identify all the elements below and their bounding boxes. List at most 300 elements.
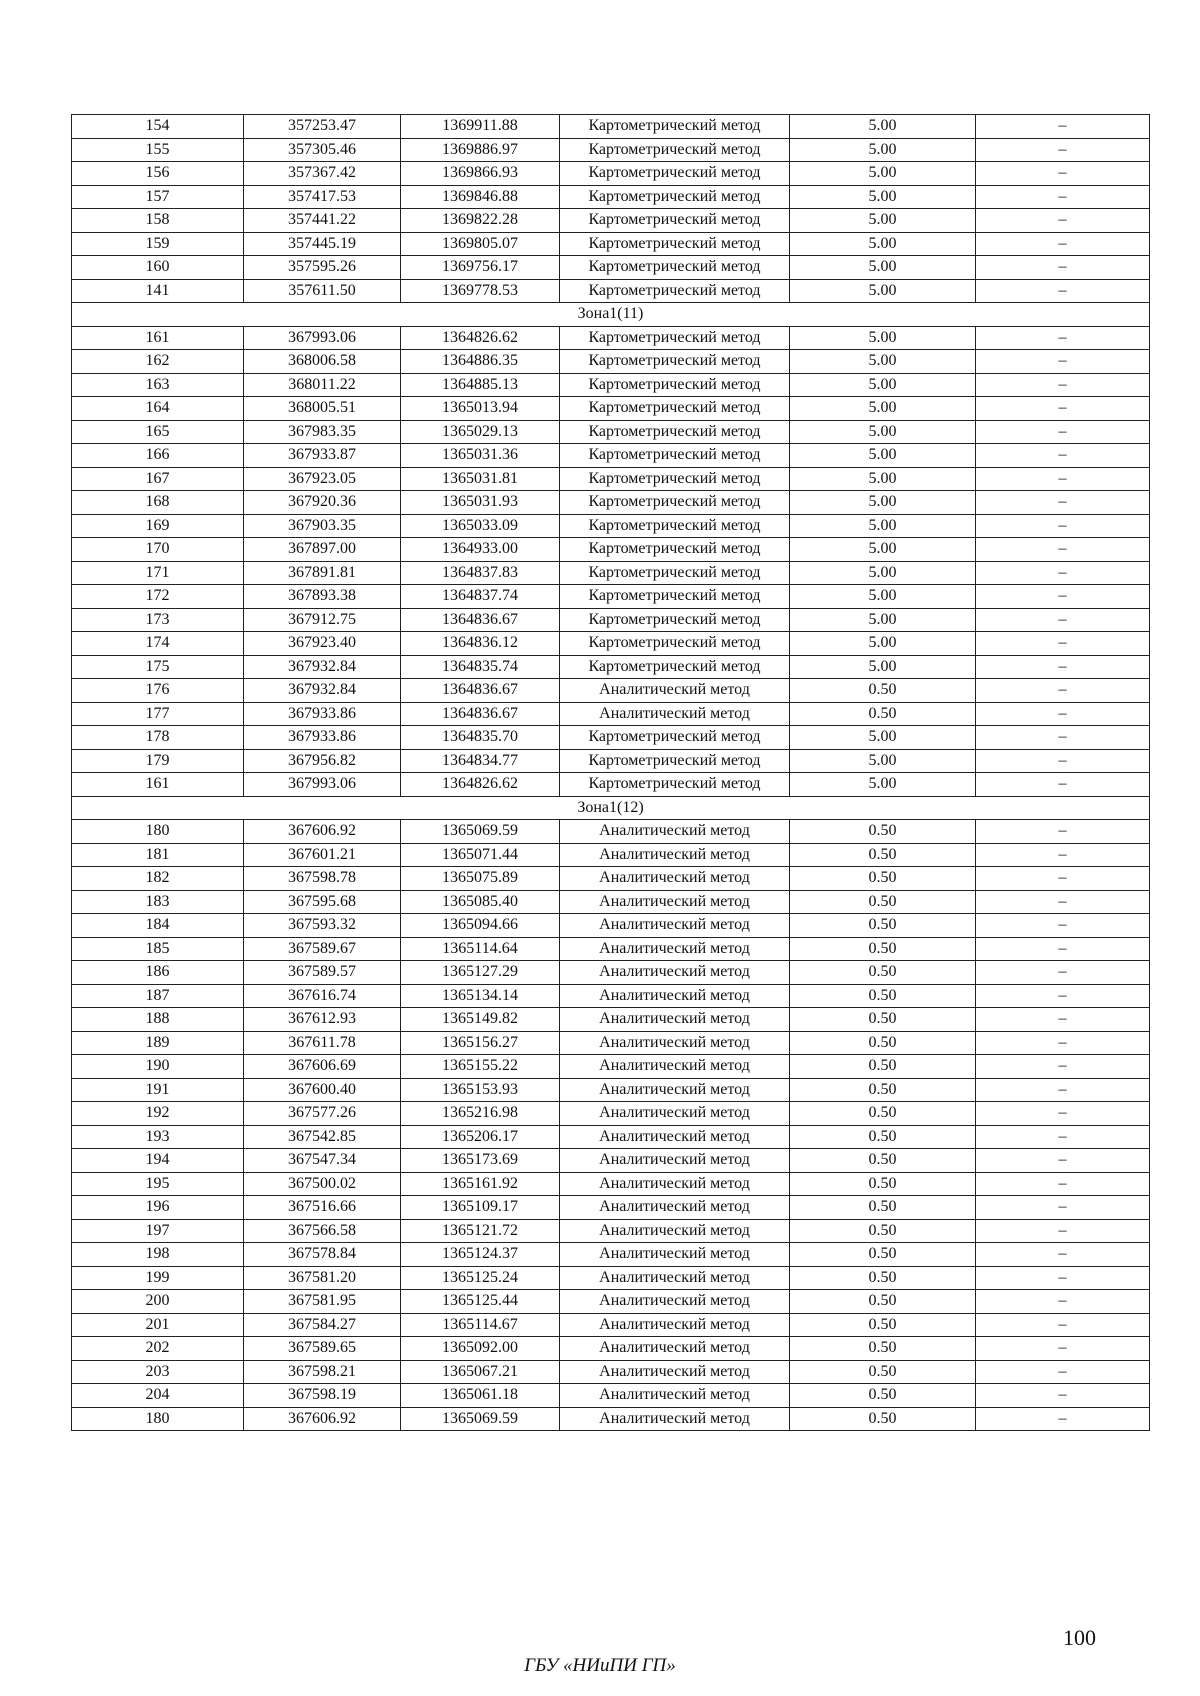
method-cell: Аналитический метод	[560, 1290, 790, 1314]
accuracy-cell: 5.00	[790, 655, 976, 679]
method-cell: Картометрический метод	[560, 350, 790, 374]
table-row	[72, 279, 1150, 303]
method-cell: Аналитический метод	[560, 937, 790, 961]
note-cell: –	[976, 890, 1150, 914]
coord-y-cell: 1364836.67	[401, 608, 560, 632]
accuracy-cell: 5.00	[790, 373, 976, 397]
accuracy-cell: 0.50	[790, 1360, 976, 1384]
note-cell: –	[976, 1172, 1150, 1196]
note-cell: –	[976, 1313, 1150, 1337]
table-row	[72, 514, 1150, 538]
point-number-cell: 174	[72, 632, 244, 656]
accuracy-cell: 0.50	[790, 1219, 976, 1243]
method-cell: Картометрический метод	[560, 256, 790, 280]
table-row	[72, 561, 1150, 585]
coord-y-cell: 1365134.14	[401, 984, 560, 1008]
coord-x-cell: 367920.36	[244, 491, 401, 515]
method-cell: Картометрический метод	[560, 632, 790, 656]
table-row	[72, 1243, 1150, 1267]
note-cell: –	[976, 514, 1150, 538]
accuracy-cell: 0.50	[790, 820, 976, 844]
coord-x-cell: 367616.74	[244, 984, 401, 1008]
accuracy-cell: 0.50	[790, 1313, 976, 1337]
coord-y-cell: 1364826.62	[401, 773, 560, 797]
point-number-cell: 168	[72, 491, 244, 515]
coord-x-cell: 367566.58	[244, 1219, 401, 1243]
coord-x-cell: 368005.51	[244, 397, 401, 421]
note-cell: –	[976, 467, 1150, 491]
coord-x-cell: 367542.85	[244, 1125, 401, 1149]
accuracy-cell: 0.50	[790, 1102, 976, 1126]
coord-x-cell: 367923.05	[244, 467, 401, 491]
coord-x-cell: 367584.27	[244, 1313, 401, 1337]
coord-x-cell: 357445.19	[244, 232, 401, 256]
point-number-cell: 167	[72, 467, 244, 491]
table-row	[72, 232, 1150, 256]
note-cell: –	[976, 867, 1150, 891]
point-number-cell: 178	[72, 726, 244, 750]
method-cell: Аналитический метод	[560, 1172, 790, 1196]
table-row	[72, 1313, 1150, 1337]
point-number-cell: 196	[72, 1196, 244, 1220]
note-cell: –	[976, 843, 1150, 867]
table-row	[72, 820, 1150, 844]
table-row	[72, 256, 1150, 280]
method-cell: Аналитический метод	[560, 961, 790, 985]
table-row	[72, 1125, 1150, 1149]
point-number-cell: 175	[72, 655, 244, 679]
accuracy-cell: 0.50	[790, 843, 976, 867]
method-cell: Аналитический метод	[560, 843, 790, 867]
coord-x-cell: 357367.42	[244, 162, 401, 186]
coordinates-table	[71, 114, 1150, 1431]
point-number-cell: 195	[72, 1172, 244, 1196]
table-row	[72, 1219, 1150, 1243]
point-number-cell: 204	[72, 1384, 244, 1408]
accuracy-cell: 0.50	[790, 961, 976, 985]
coord-x-cell: 367593.32	[244, 914, 401, 938]
table-row	[72, 350, 1150, 374]
point-number-cell: 197	[72, 1219, 244, 1243]
table-row	[72, 914, 1150, 938]
coord-y-cell: 1365173.69	[401, 1149, 560, 1173]
method-cell: Картометрический метод	[560, 397, 790, 421]
coord-x-cell: 367578.84	[244, 1243, 401, 1267]
coord-x-cell: 357305.46	[244, 138, 401, 162]
coord-x-cell: 367912.75	[244, 608, 401, 632]
table-row	[72, 373, 1150, 397]
accuracy-cell: 5.00	[790, 514, 976, 538]
method-cell: Картометрический метод	[560, 185, 790, 209]
coord-y-cell: 1365125.24	[401, 1266, 560, 1290]
point-number-cell: 157	[72, 185, 244, 209]
table-row	[72, 209, 1150, 233]
point-number-cell: 177	[72, 702, 244, 726]
coord-y-cell: 1365216.98	[401, 1102, 560, 1126]
note-cell: –	[976, 1407, 1150, 1431]
accuracy-cell: 0.50	[790, 1407, 976, 1431]
method-cell: Картометрический метод	[560, 514, 790, 538]
method-cell: Картометрический метод	[560, 232, 790, 256]
point-number-cell: 169	[72, 514, 244, 538]
table-row	[72, 420, 1150, 444]
point-number-cell: 186	[72, 961, 244, 985]
table-row	[72, 1149, 1150, 1173]
note-cell: –	[976, 185, 1150, 209]
accuracy-cell: 5.00	[790, 749, 976, 773]
coord-y-cell: 1369778.53	[401, 279, 560, 303]
accuracy-cell: 0.50	[790, 984, 976, 1008]
table-row	[72, 1360, 1150, 1384]
accuracy-cell: 0.50	[790, 1125, 976, 1149]
table-row	[72, 937, 1150, 961]
page-number: 100	[1063, 1625, 1096, 1650]
point-number-cell: 173	[72, 608, 244, 632]
coord-x-cell: 357417.53	[244, 185, 401, 209]
note-cell: –	[976, 1031, 1150, 1055]
note-cell: –	[976, 1196, 1150, 1220]
coord-x-cell: 367612.93	[244, 1008, 401, 1032]
point-number-cell: 203	[72, 1360, 244, 1384]
table-row	[72, 1407, 1150, 1431]
method-cell: Картометрический метод	[560, 373, 790, 397]
table-row	[72, 726, 1150, 750]
method-cell: Картометрический метод	[560, 162, 790, 186]
coord-x-cell: 367598.19	[244, 1384, 401, 1408]
note-cell: –	[976, 937, 1150, 961]
note-cell: –	[976, 585, 1150, 609]
coord-y-cell: 1365075.89	[401, 867, 560, 891]
coord-y-cell: 1365124.37	[401, 1243, 560, 1267]
coord-y-cell: 1365085.40	[401, 890, 560, 914]
method-cell: Аналитический метод	[560, 914, 790, 938]
coord-y-cell: 1365069.59	[401, 820, 560, 844]
coord-y-cell: 1369756.17	[401, 256, 560, 280]
method-cell: Аналитический метод	[560, 1266, 790, 1290]
coord-x-cell: 367601.21	[244, 843, 401, 867]
coord-y-cell: 1364835.74	[401, 655, 560, 679]
point-number-cell: 189	[72, 1031, 244, 1055]
coord-x-cell: 367598.21	[244, 1360, 401, 1384]
point-number-cell: 161	[72, 326, 244, 350]
note-cell: –	[976, 655, 1150, 679]
coord-x-cell: 367923.40	[244, 632, 401, 656]
table-row	[72, 326, 1150, 350]
method-cell: Аналитический метод	[560, 1031, 790, 1055]
coord-y-cell: 1364886.35	[401, 350, 560, 374]
table-row	[72, 162, 1150, 186]
accuracy-cell: 0.50	[790, 1078, 976, 1102]
note-cell: –	[976, 491, 1150, 515]
note-cell: –	[976, 1243, 1150, 1267]
point-number-cell: 198	[72, 1243, 244, 1267]
point-number-cell: 166	[72, 444, 244, 468]
point-number-cell: 192	[72, 1102, 244, 1126]
accuracy-cell: 0.50	[790, 1008, 976, 1032]
accuracy-cell: 0.50	[790, 1337, 976, 1361]
method-cell: Картометрический метод	[560, 444, 790, 468]
point-number-cell: 180	[72, 820, 244, 844]
note-cell: –	[976, 1266, 1150, 1290]
point-number-cell: 141	[72, 279, 244, 303]
note-cell: –	[976, 1078, 1150, 1102]
coord-x-cell: 367600.40	[244, 1078, 401, 1102]
coord-x-cell: 367611.78	[244, 1031, 401, 1055]
zone-label: Зона1(11)	[72, 303, 1150, 327]
method-cell: Картометрический метод	[560, 749, 790, 773]
coord-x-cell: 367993.06	[244, 326, 401, 350]
method-cell: Аналитический метод	[560, 1102, 790, 1126]
note-cell: –	[976, 538, 1150, 562]
point-number-cell: 185	[72, 937, 244, 961]
note-cell: –	[976, 162, 1150, 186]
method-cell: Аналитический метод	[560, 1008, 790, 1032]
table-row	[72, 679, 1150, 703]
point-number-cell: 154	[72, 115, 244, 139]
note-cell: –	[976, 773, 1150, 797]
method-cell: Картометрический метод	[560, 115, 790, 139]
table-row	[72, 1290, 1150, 1314]
point-number-cell: 180	[72, 1407, 244, 1431]
coord-x-cell: 368006.58	[244, 350, 401, 374]
table-row	[72, 702, 1150, 726]
method-cell: Картометрический метод	[560, 608, 790, 632]
point-number-cell: 200	[72, 1290, 244, 1314]
table-row	[72, 491, 1150, 515]
note-cell: –	[976, 1290, 1150, 1314]
coord-y-cell: 1369886.97	[401, 138, 560, 162]
table-row	[72, 138, 1150, 162]
accuracy-cell: 5.00	[790, 444, 976, 468]
note-cell: –	[976, 1149, 1150, 1173]
coord-x-cell: 367933.86	[244, 702, 401, 726]
accuracy-cell: 5.00	[790, 138, 976, 162]
coord-y-cell: 1365031.36	[401, 444, 560, 468]
method-cell: Аналитический метод	[560, 867, 790, 891]
coord-x-cell: 367933.86	[244, 726, 401, 750]
coord-y-cell: 1365153.93	[401, 1078, 560, 1102]
coord-y-cell: 1364837.74	[401, 585, 560, 609]
coord-y-cell: 1365033.09	[401, 514, 560, 538]
accuracy-cell: 0.50	[790, 1266, 976, 1290]
accuracy-cell: 5.00	[790, 585, 976, 609]
coord-y-cell: 1365067.21	[401, 1360, 560, 1384]
note-cell: –	[976, 138, 1150, 162]
accuracy-cell: 5.00	[790, 538, 976, 562]
coord-x-cell: 367903.35	[244, 514, 401, 538]
note-cell: –	[976, 1102, 1150, 1126]
coord-y-cell: 1369846.88	[401, 185, 560, 209]
method-cell: Аналитический метод	[560, 1149, 790, 1173]
method-cell: Картометрический метод	[560, 138, 790, 162]
note-cell: –	[976, 1008, 1150, 1032]
note-cell: –	[976, 232, 1150, 256]
coord-x-cell: 367893.38	[244, 585, 401, 609]
point-number-cell: 156	[72, 162, 244, 186]
point-number-cell: 187	[72, 984, 244, 1008]
accuracy-cell: 0.50	[790, 1290, 976, 1314]
method-cell: Аналитический метод	[560, 1055, 790, 1079]
accuracy-cell: 0.50	[790, 702, 976, 726]
note-cell: –	[976, 115, 1150, 139]
accuracy-cell: 0.50	[790, 679, 976, 703]
accuracy-cell: 5.00	[790, 209, 976, 233]
method-cell: Картометрический метод	[560, 561, 790, 585]
point-number-cell: 184	[72, 914, 244, 938]
point-number-cell: 160	[72, 256, 244, 280]
coord-x-cell: 367589.57	[244, 961, 401, 985]
table-row	[72, 1266, 1150, 1290]
method-cell: Картометрический метод	[560, 726, 790, 750]
coord-x-cell: 367547.34	[244, 1149, 401, 1173]
note-cell: –	[976, 444, 1150, 468]
point-number-cell: 194	[72, 1149, 244, 1173]
note-cell: –	[976, 820, 1150, 844]
point-number-cell: 193	[72, 1125, 244, 1149]
point-number-cell: 182	[72, 867, 244, 891]
note-cell: –	[976, 1125, 1150, 1149]
table-row	[72, 608, 1150, 632]
method-cell: Аналитический метод	[560, 1219, 790, 1243]
coord-y-cell: 1365121.72	[401, 1219, 560, 1243]
table-row	[72, 1384, 1150, 1408]
point-number-cell: 179	[72, 749, 244, 773]
coord-y-cell: 1365155.22	[401, 1055, 560, 1079]
accuracy-cell: 0.50	[790, 867, 976, 891]
method-cell: Картометрический метод	[560, 491, 790, 515]
coord-x-cell: 367595.68	[244, 890, 401, 914]
coord-y-cell: 1365161.92	[401, 1172, 560, 1196]
table-row	[72, 467, 1150, 491]
method-cell: Аналитический метод	[560, 820, 790, 844]
point-number-cell: 202	[72, 1337, 244, 1361]
table-row	[72, 655, 1150, 679]
note-cell: –	[976, 209, 1150, 233]
accuracy-cell: 5.00	[790, 350, 976, 374]
coord-y-cell: 1365031.81	[401, 467, 560, 491]
coord-x-cell: 367598.78	[244, 867, 401, 891]
coord-x-cell: 367993.06	[244, 773, 401, 797]
coord-x-cell: 368011.22	[244, 373, 401, 397]
point-number-cell: 171	[72, 561, 244, 585]
accuracy-cell: 0.50	[790, 1243, 976, 1267]
coord-x-cell: 367606.92	[244, 820, 401, 844]
table-row	[72, 1055, 1150, 1079]
coordinates-table-body	[72, 115, 1150, 1431]
note-cell: –	[976, 1384, 1150, 1408]
coord-x-cell: 367932.84	[244, 679, 401, 703]
coord-y-cell: 1365094.66	[401, 914, 560, 938]
coord-y-cell: 1365071.44	[401, 843, 560, 867]
accuracy-cell: 5.00	[790, 608, 976, 632]
accuracy-cell: 5.00	[790, 115, 976, 139]
note-cell: –	[976, 561, 1150, 585]
note-cell: –	[976, 961, 1150, 985]
note-cell: –	[976, 608, 1150, 632]
point-number-cell: 199	[72, 1266, 244, 1290]
table-row	[72, 632, 1150, 656]
note-cell: –	[976, 702, 1150, 726]
point-number-cell: 170	[72, 538, 244, 562]
table-row	[72, 585, 1150, 609]
coord-x-cell: 367516.66	[244, 1196, 401, 1220]
point-number-cell: 162	[72, 350, 244, 374]
table-row	[72, 115, 1150, 139]
accuracy-cell: 5.00	[790, 420, 976, 444]
method-cell: Картометрический метод	[560, 326, 790, 350]
coord-y-cell: 1369805.07	[401, 232, 560, 256]
table-row	[72, 984, 1150, 1008]
point-number-cell: 201	[72, 1313, 244, 1337]
note-cell: –	[976, 397, 1150, 421]
coord-x-cell: 367932.84	[244, 655, 401, 679]
point-number-cell: 176	[72, 679, 244, 703]
accuracy-cell: 5.00	[790, 397, 976, 421]
note-cell: –	[976, 256, 1150, 280]
coord-y-cell: 1364885.13	[401, 373, 560, 397]
accuracy-cell: 5.00	[790, 185, 976, 209]
table-row	[72, 1337, 1150, 1361]
method-cell: Аналитический метод	[560, 679, 790, 703]
coord-x-cell: 367606.92	[244, 1407, 401, 1431]
point-number-cell: 155	[72, 138, 244, 162]
table-row	[72, 1031, 1150, 1055]
accuracy-cell: 5.00	[790, 561, 976, 585]
coord-x-cell: 357611.50	[244, 279, 401, 303]
accuracy-cell: 0.50	[790, 1172, 976, 1196]
coord-y-cell: 1365149.82	[401, 1008, 560, 1032]
coord-y-cell: 1365114.67	[401, 1313, 560, 1337]
point-number-cell: 188	[72, 1008, 244, 1032]
coord-y-cell: 1365127.29	[401, 961, 560, 985]
coord-y-cell: 1365031.93	[401, 491, 560, 515]
point-number-cell: 158	[72, 209, 244, 233]
accuracy-cell: 0.50	[790, 1196, 976, 1220]
note-cell: –	[976, 350, 1150, 374]
coord-y-cell: 1364836.12	[401, 632, 560, 656]
coord-x-cell: 367933.87	[244, 444, 401, 468]
coord-x-cell: 357253.47	[244, 115, 401, 139]
point-number-cell: 164	[72, 397, 244, 421]
method-cell: Картометрический метод	[560, 420, 790, 444]
note-cell: –	[976, 984, 1150, 1008]
coord-x-cell: 367589.67	[244, 937, 401, 961]
method-cell: Аналитический метод	[560, 1196, 790, 1220]
accuracy-cell: 0.50	[790, 1149, 976, 1173]
table-row	[72, 867, 1150, 891]
coord-y-cell: 1364836.67	[401, 702, 560, 726]
note-cell: –	[976, 632, 1150, 656]
coord-y-cell: 1364837.83	[401, 561, 560, 585]
coord-y-cell: 1365114.64	[401, 937, 560, 961]
table-row	[72, 1008, 1150, 1032]
coord-x-cell: 367983.35	[244, 420, 401, 444]
coord-y-cell: 1365013.94	[401, 397, 560, 421]
coord-y-cell: 1365109.17	[401, 1196, 560, 1220]
coord-y-cell: 1365061.18	[401, 1384, 560, 1408]
note-cell: –	[976, 749, 1150, 773]
method-cell: Картометрический метод	[560, 279, 790, 303]
method-cell: Аналитический метод	[560, 1360, 790, 1384]
accuracy-cell: 0.50	[790, 1031, 976, 1055]
accuracy-cell: 5.00	[790, 232, 976, 256]
point-number-cell: 165	[72, 420, 244, 444]
coord-x-cell: 357595.26	[244, 256, 401, 280]
coord-y-cell: 1364835.70	[401, 726, 560, 750]
accuracy-cell: 0.50	[790, 1055, 976, 1079]
point-number-cell: 161	[72, 773, 244, 797]
point-number-cell: 181	[72, 843, 244, 867]
